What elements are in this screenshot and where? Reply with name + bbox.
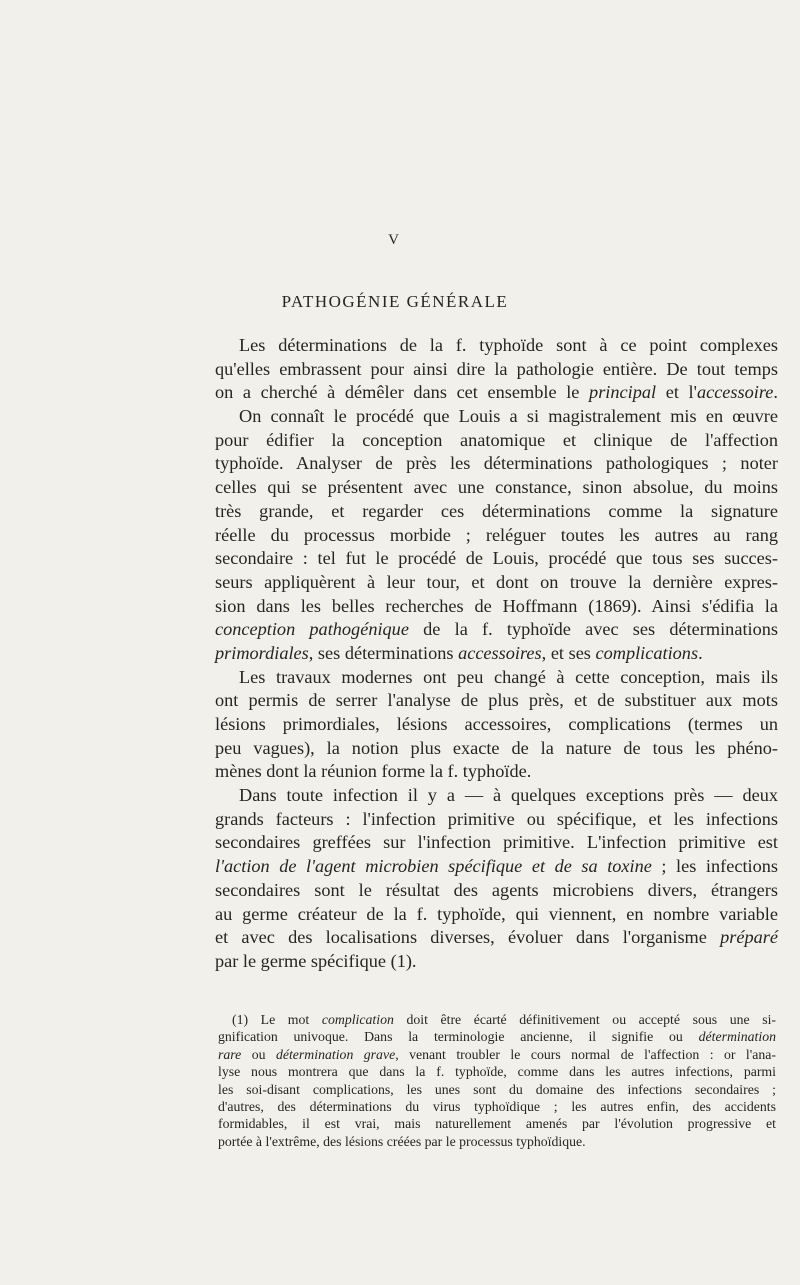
text-line: grands facteurs : l'infection primitive ou spécifique, et les infections xyxy=(215,808,778,829)
body-text xyxy=(215,334,778,974)
text-line: conception pathogénique de la f. typhoïde avec ses déterminations xyxy=(215,619,778,640)
footnote-line: (1) Le mot complication doit être écarté définitivement ou accepté sous une si- xyxy=(232,1012,777,1027)
text-line: lésions primordiales, lésions accessoires, complications (termes un xyxy=(215,714,778,734)
text-line: réelle du processus morbide ; reléguer toutes les autres au rang xyxy=(215,524,778,545)
chapter-number: V xyxy=(388,232,400,248)
text-line: sion dans les belles recherches de Hoffmann (1869). Ainsi s'édifia la xyxy=(215,595,778,616)
footnote-line: d'autres, des déterminations du virus typhoïdique ; les autres enfin, des accidents xyxy=(218,1098,776,1114)
text-line: primordiales, ses déterminations accessoires, et ses complications. xyxy=(215,642,703,663)
text-line: Les déterminations de la f. typhoïde sont à ce point complexes xyxy=(239,335,778,355)
text-line: ont permis de serrer l'analyse de plus près, et de substituer aux mots xyxy=(215,690,778,711)
text-line: secondaire : tel fut le procédé de Louis, procédé que tous ses succes- xyxy=(215,548,778,569)
text-line: peu vagues), la notion plus exacte de la nature de tous les phéno- xyxy=(215,737,778,758)
footnote-line: lyse nous montrera que dans la f. typhoïde, comme dans les autres infections, parmi xyxy=(218,1064,776,1080)
chapter-title: PATHOGÉNIE GÉNÉRALE xyxy=(281,292,509,311)
text-line: très grande, et regarder ces déterminations comme la signature xyxy=(215,500,778,521)
text-line: celles qui se présentent avec une constance, sinon absolue, du moins xyxy=(215,477,778,498)
text-line: par le germe spécifique (1). xyxy=(215,950,417,971)
text-line: seurs appliquèrent à leur tour, et dont on trouve la dernière expres- xyxy=(215,571,778,592)
text-line: secondaires sont le résultat des agents microbiens divers, étrangers xyxy=(215,879,778,900)
text-line: typhoïde. Analyser de près les déterminations pathologiques ; noter xyxy=(215,453,778,474)
text-line: l'action de l'agent microbien spécifique et de sa toxine ; les infections xyxy=(215,856,778,877)
footnote-line: rare ou détermination grave, venant troubler le cours normal de l'affection : or l'ana- xyxy=(218,1046,776,1062)
footnote-line: gnification univoque. Dans la terminologie ancienne, il signifie ou détermination xyxy=(218,1029,776,1045)
text-line: Dans toute infection il y a — à quelques exceptions près — deux xyxy=(239,785,778,806)
text-line: on a cherché à démêler dans cet ensemble le principal et l'accessoire. xyxy=(215,382,778,403)
footnote-line: les soi-disant complications, les unes sont du domaine des infections secondaires ; xyxy=(218,1081,776,1097)
text-line: qu'elles embrassent pour ainsi dire la pathologie entière. De tout temps xyxy=(215,358,778,379)
text-line: Les travaux modernes ont peu changé à cette conception, mais ils xyxy=(239,666,778,687)
text-line: pour édifier la conception anatomique et clinique de l'affection xyxy=(215,429,778,450)
footnote-line: portée à l'extrême, des lésions créées par le processus typhoïdique. xyxy=(218,1133,586,1149)
text-line: au germe créateur de la f. typhoïde, qui viennent, en nombre variable xyxy=(215,903,778,924)
text-line: et avec des localisations diverses, évoluer dans l'organisme préparé xyxy=(215,927,778,948)
text-line: On connaît le procédé que Louis a si magistralement mis en œuvre xyxy=(239,406,778,427)
text-line: secondaires greffées sur l'infection primitive. L'infection primitive est xyxy=(215,832,778,853)
footnote xyxy=(218,1011,776,1150)
footnote-line: formidables, il est vrai, mais naturellement amenés par l'évolution progressive et xyxy=(218,1116,776,1132)
text-line: mènes dont la réunion forme la f. typhoïde. xyxy=(215,761,532,782)
